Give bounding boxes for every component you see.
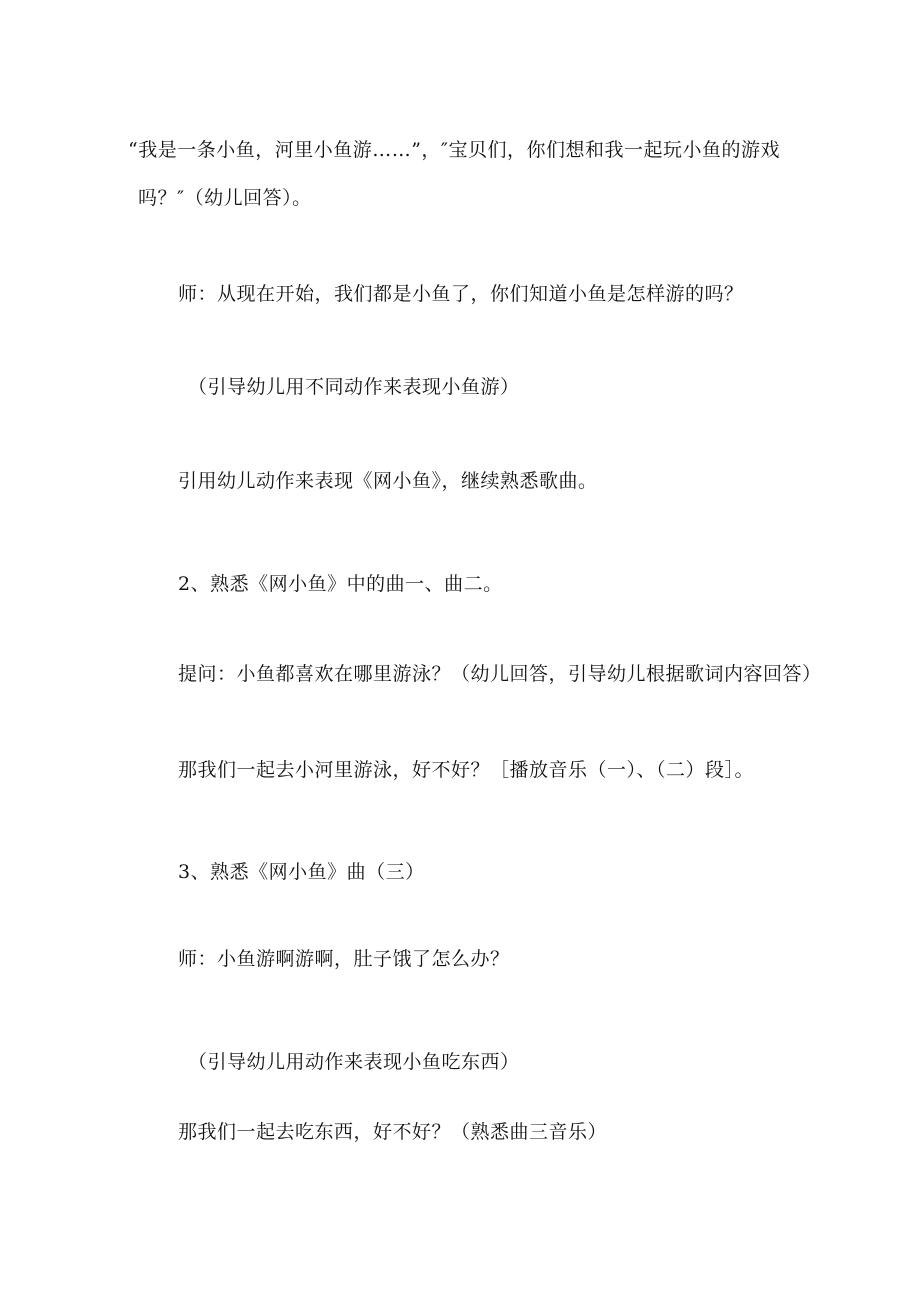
question-where-swim: 提问：小鱼都喜欢在哪里游泳？（幼儿回答，引导幼儿根据歌词内容回答） [178, 663, 822, 685]
teacher-question-hungry: 师：小鱼游啊游啊，肚子饿了怎么办？ [178, 948, 510, 970]
paragraph-eat-music: 那我们一起去吃东西，好不好？（熟悉曲三音乐） [178, 1121, 608, 1143]
section-heading-3: 3、熟悉《网小鱼》曲（三） [178, 861, 425, 883]
paragraph-play-music: 那我们一起去小河里游泳，好不好？［播放音乐（一）、（二）段］。 [178, 759, 755, 781]
guide-note-eat: （引导幼儿用动作来表现小鱼吃东西） [188, 1051, 520, 1073]
section-heading-2: 2、熟悉《网小鱼》中的曲一、曲二。 [178, 573, 503, 595]
paragraph-intro-line-1: “我是一条小鱼，河里小鱼游……”，″宝贝们，你们想和我一起玩小鱼的游戏 [128, 139, 781, 161]
paragraph-song-familiarize: 引用幼儿动作来表现《网小鱼》，继续熟悉歌曲。 [178, 470, 598, 492]
paragraph-intro-line-2: 吗？″（幼儿回答）。 [138, 187, 312, 209]
teacher-question-swim: 师：从现在开始，我们都是小鱼了，你们知道小鱼是怎样游的吗？ [178, 283, 744, 305]
guide-note-swim: （引导幼儿用不同动作来表现小鱼游） [188, 376, 520, 398]
